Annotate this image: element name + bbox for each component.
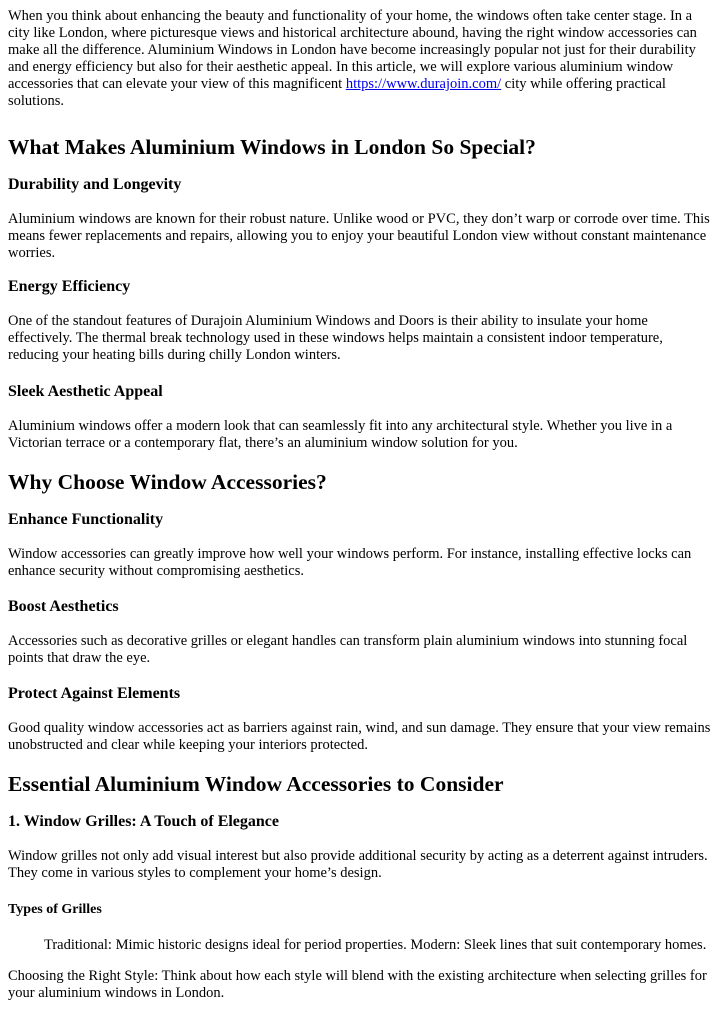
paragraph-types-of-grilles: Traditional: Mimic historic designs ideal for period properties. Modern: Sleek lines that suit contemporary homes. (44, 937, 707, 953)
section-heading-accessories: Why Choose Window Accessories? (8, 470, 327, 494)
durajoin-link[interactable]: https://www.durajoin.com/ (345, 76, 502, 92)
subheading-types-of-grilles: Types of Grilles (8, 902, 102, 917)
subheading-enhance-functionality: Enhance Functionality (8, 511, 164, 528)
paragraph-choosing-style: Choosing the Right Style: Think about how each style will blend with the existing architecture when selecting grilles for your aluminium windows in London. (8, 968, 707, 1001)
paragraph-sleek-aesthetic: Aluminium windows offer a modern look that can seamlessly fit into any architectural style. Whether you live in a Victorian terrace or a contemporary flat, there’s an aluminium window solution for you. (8, 418, 673, 451)
intro-paragraph (8, 8, 712, 110)
paragraph-window-grilles: Window grilles not only add visual interest but also provide additional security by acting as a deterrent against intruders. They come in various styles to complement your home’s design. (8, 848, 708, 881)
paragraph-protect-elements: Good quality window accessories act as barriers against rain, wind, and sun damage. They ensure that your view remains unobstructed and clear while keeping your interiors protected. (8, 720, 711, 753)
section-heading-essential: Essential Aluminium Window Accessories to Consider (8, 772, 504, 796)
paragraph-energy-efficiency: One of the standout features of Durajoin Aluminium Windows and Doors is their ability to insulate your home effectively. The thermal break technology used in these windows helps maintain a consistent indoor temperature, reducing your heating bills during chilly London winters. (8, 313, 663, 363)
subheading-sleek-aesthetic: Sleek Aesthetic Appeal (8, 383, 163, 400)
paragraph-enhance-functionality: Window accessories can greatly improve how well your windows perform. For instance, installing effective locks can enhance security without compromising aesthetics. (8, 546, 692, 579)
subheading-durability: Durability and Longevity (8, 176, 182, 193)
subheading-protect-elements: Protect Against Elements (8, 685, 181, 702)
subheading-energy-efficiency: Energy Efficiency (8, 278, 131, 295)
section-heading-special: What Makes Aluminium Windows in London So Special? (8, 135, 536, 159)
intro-text-before-link: When you think about enhancing the beauty and functionality of your home, the windows often take center stage. In a city like London, where picturesque views and historical architecture abound, having the right window accessories can make all the difference. Aluminium Windows in London have become increasingly popular not just for their durability and energy efficiency but also for their aesthetic appeal. In this article, we will explore various aluminium window accessories that can elevate your view of this magnificent (8, 8, 697, 92)
intro-text-after-link: city while offering practical solutions. (8, 76, 666, 109)
paragraph-boost-aesthetics: Accessories such as decorative grilles or elegant handles can transform plain aluminium windows into stunning focal points that draw the eye. (8, 633, 688, 666)
subheading-boost-aesthetics: Boost Aesthetics (8, 598, 119, 615)
subheading-window-grilles: 1. Window Grilles: A Touch of Elegance (8, 813, 280, 830)
paragraph-durability: Aluminium windows are known for their robust nature. Unlike wood or PVC, they don’t warp or corrode over time. This means fewer replacements and repairs, allowing you to enjoy your beautiful London view without constant maintenance worries. (8, 211, 710, 261)
